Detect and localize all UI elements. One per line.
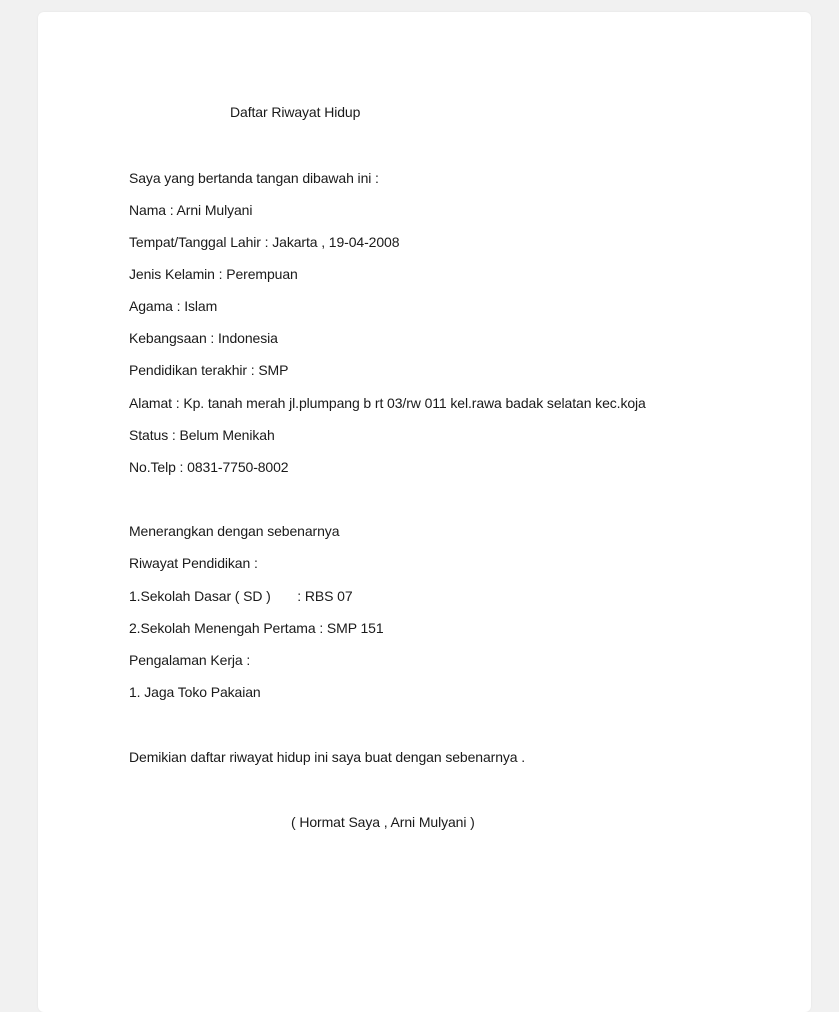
- field-address: Alamat : Kp. tanah merah jl.plumpang b rt 03/rw 011 kel.rawa badak selatan kec.koja: [129, 395, 646, 411]
- field-gender: Jenis Kelamin : Perempuan: [129, 266, 298, 282]
- education-item: 2.Sekolah Menengah Pertama : SMP 151: [129, 620, 384, 636]
- document-page: [38, 12, 811, 1012]
- field-name: Nama : Arni Mulyani: [129, 202, 253, 218]
- field-phone: No.Telp : 0831-7750-8002: [129, 459, 289, 475]
- field-nationality: Kebangsaan : Indonesia: [129, 330, 278, 346]
- education-item: 1.Sekolah Dasar ( SD ) : RBS 07: [129, 588, 353, 604]
- document-title: Daftar Riwayat Hidup: [230, 104, 361, 120]
- education-heading: Riwayat Pendidikan :: [129, 555, 258, 571]
- experience-item: 1. Jaga Toko Pakaian: [129, 684, 261, 700]
- signature-text: ( Hormat Saya , Arni Mulyani ): [291, 814, 475, 830]
- field-education-level: Pendidikan terakhir : SMP: [129, 362, 289, 378]
- closing-statement: Demikian daftar riwayat hidup ini saya buat dengan sebenarnya .: [129, 749, 526, 765]
- field-religion: Agama : Islam: [129, 298, 218, 314]
- intro-text: Saya yang bertanda tangan dibawah ini :: [129, 170, 379, 186]
- field-birth: Tempat/Tanggal Lahir : Jakarta , 19-04-2008: [129, 234, 400, 250]
- experience-heading: Pengalaman Kerja :: [129, 652, 251, 668]
- statement-text: Menerangkan dengan sebenarnya: [129, 523, 340, 539]
- field-status: Status : Belum Menikah: [129, 427, 275, 443]
